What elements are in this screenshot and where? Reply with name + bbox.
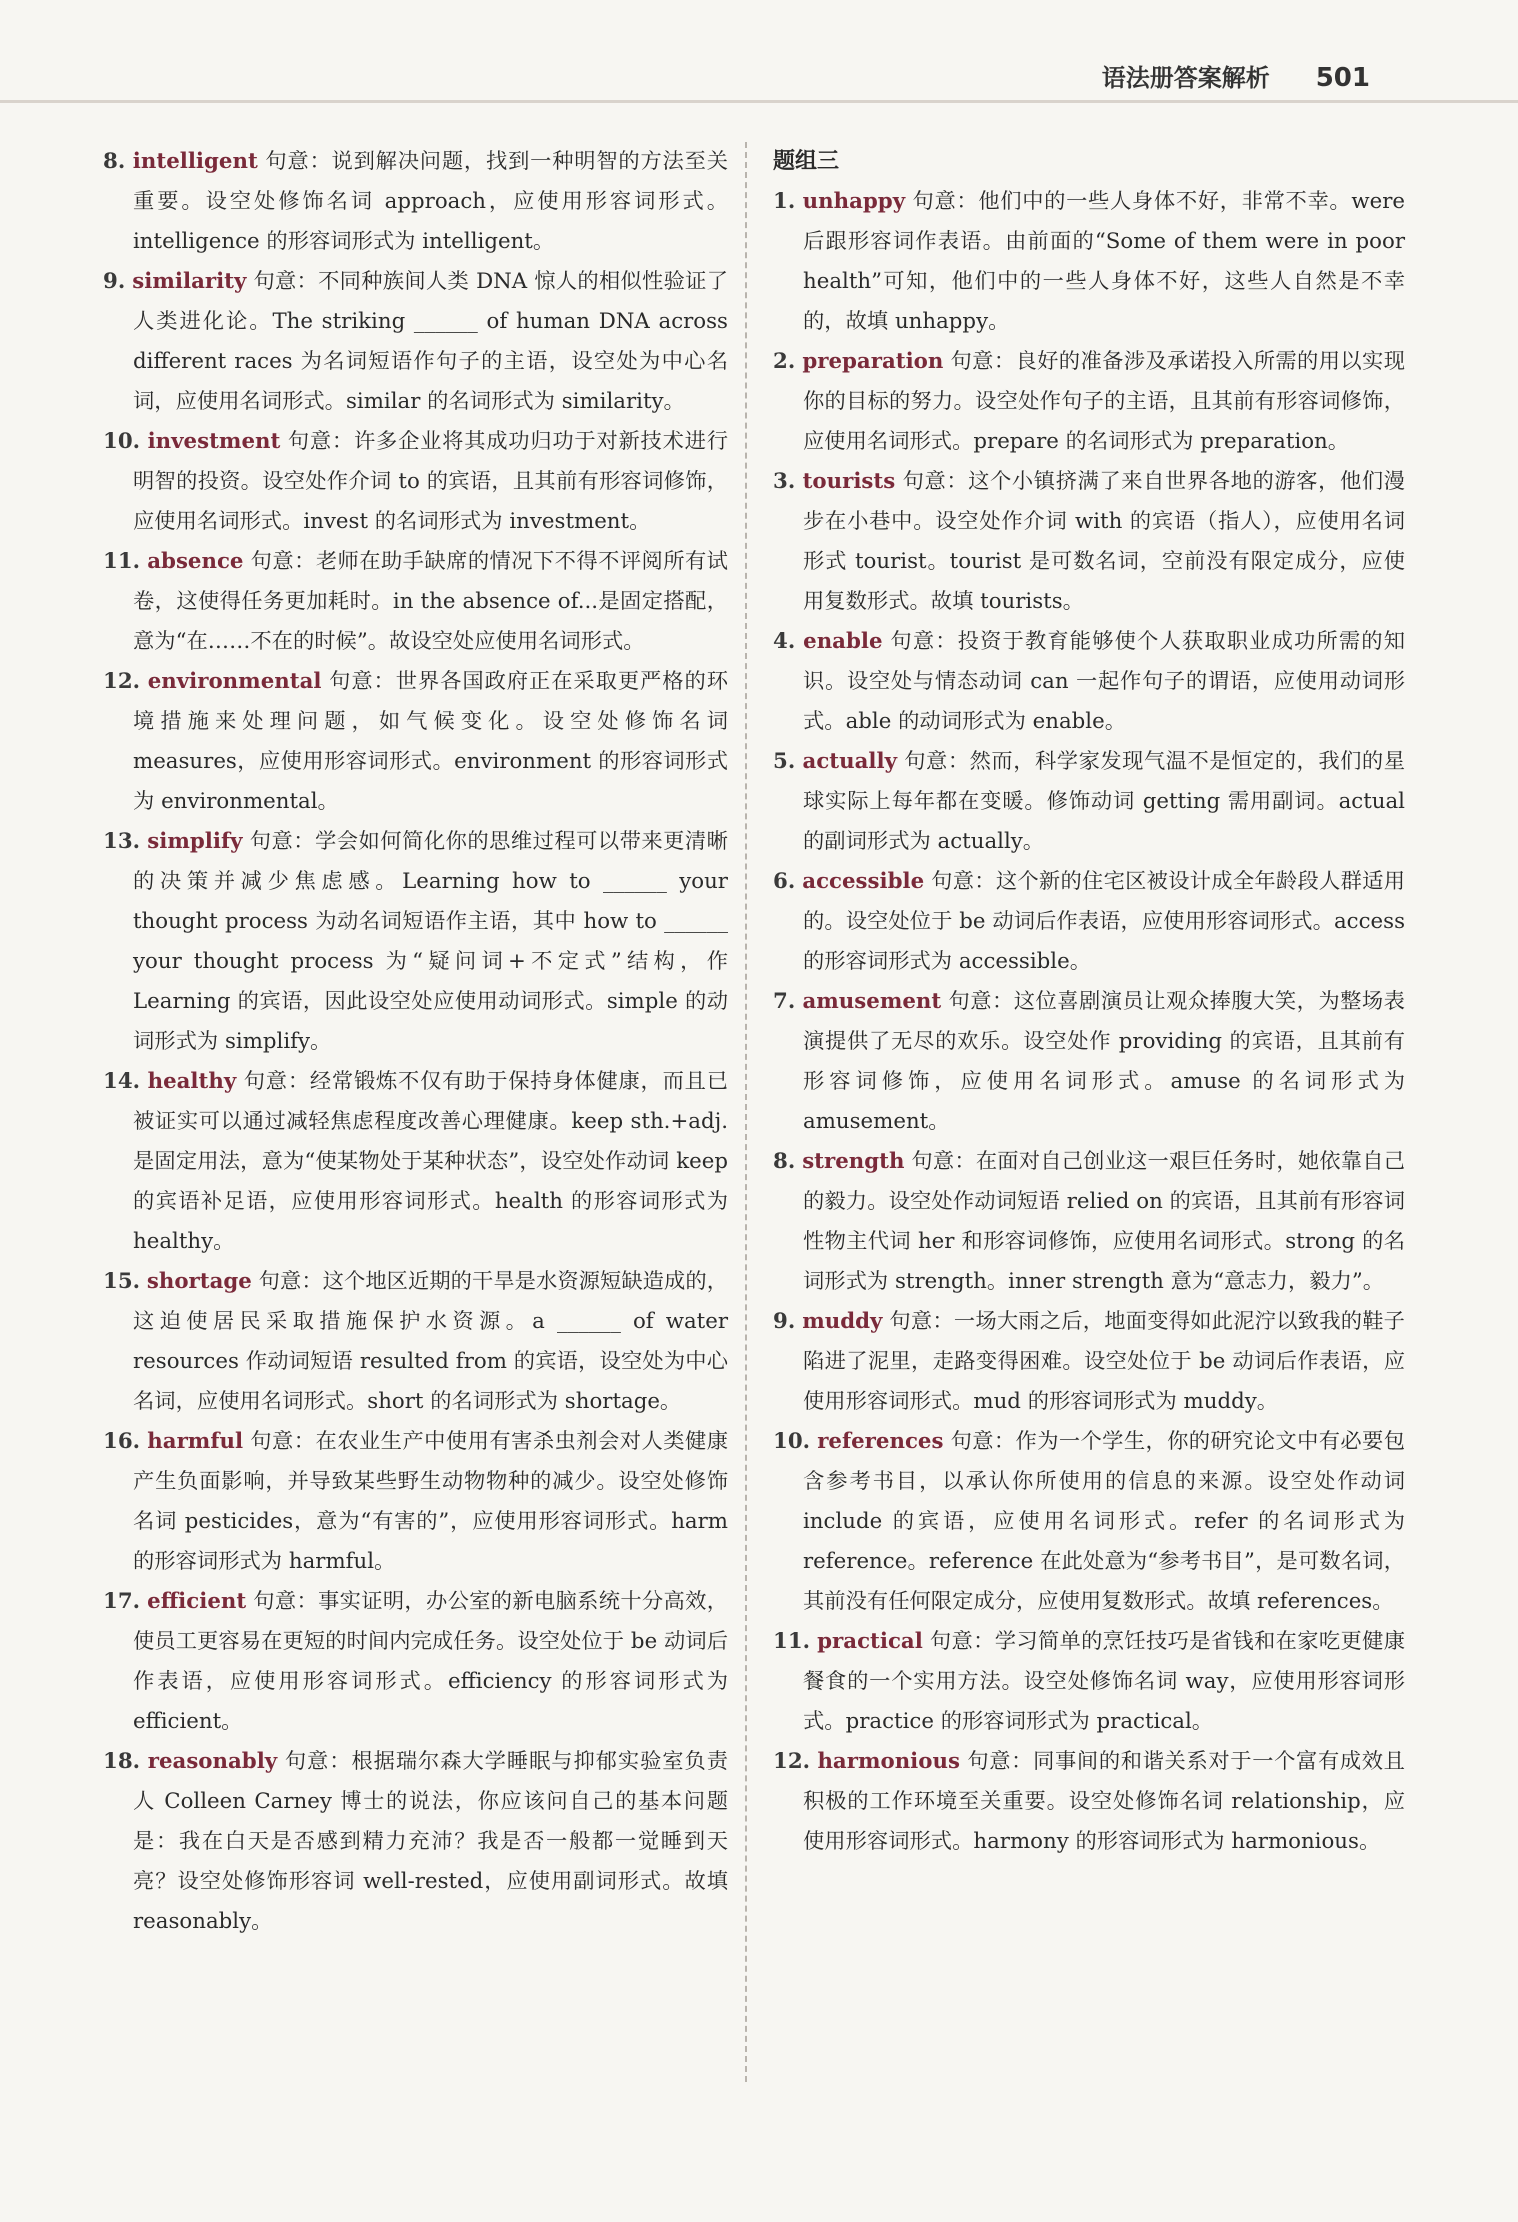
item-explanation: 句意：老师在助手缺席的情况下不得不评阅所有试卷，这使得任务更加耗时。in the absence of...是固定搭配，意为“在……不在的时候”。故设空处应使用名词形式。 <box>133 549 728 654</box>
answer-item <box>103 542 728 662</box>
answer-item <box>773 1422 1405 1622</box>
item-number: 15. <box>103 1269 141 1294</box>
answer-word: harmful <box>147 1429 244 1454</box>
answer-item <box>773 462 1405 622</box>
item-number: 4. <box>773 629 796 654</box>
item-explanation: 句意：经常锻炼不仅有助于保持身体健康，而且已被证实可以通过减轻焦虑程度改善心理健康。keep sth.+adj.是固定用法，意为“使某物处于某种状态”，设空处作动词 keep 的宾语补足语，应使用形容词形式。health 的形容词形式为 healthy。 <box>133 1069 728 1254</box>
answer-word: similarity <box>132 269 247 294</box>
item-explanation: 句意：事实证明，办公室的新电脑系统十分高效，使员工更容易在更短的时间内完成任务。设空处位于 be 动词后作表语，应使用形容词形式。efficiency 的形容词形式为 efficient。 <box>133 1589 728 1734</box>
answer-word: practical <box>817 1629 923 1654</box>
answer-item <box>103 1742 728 1942</box>
item-number: 11. <box>103 549 141 574</box>
item-explanation: 句意：学习简单的烹饪技巧是省钱和在家吃更健康餐食的一个实用方法。设空处修饰名词 way，应使用形容词形式。practice 的形容词形式为 practical。 <box>803 1629 1405 1734</box>
item-number: 11. <box>773 1629 811 1654</box>
item-number: 10. <box>773 1429 811 1454</box>
answer-item <box>103 1262 728 1422</box>
answer-word: intelligent <box>132 149 258 174</box>
answer-item <box>773 1622 1405 1742</box>
answer-word: healthy <box>147 1069 237 1094</box>
answer-item <box>103 662 728 822</box>
item-explanation: 句意：同事间的和谐关系对于一个富有成效且积极的工作环境至关重要。设空处修饰名词 relationship，应使用形容词形式。harmony 的形容词形式为 harmonious。 <box>803 1749 1405 1854</box>
item-number: 2. <box>773 349 796 374</box>
answer-item <box>773 1742 1405 1862</box>
answer-item <box>103 422 728 542</box>
answer-word: harmonious <box>817 1749 960 1774</box>
item-explanation: 句意：这位喜剧演员让观众捧腹大笑，为整场表演提供了无尽的欢乐。设空处作 providing 的宾语，且其前有形容词修饰，应使用名词形式。amuse 的名词形式为 amusement。 <box>803 989 1405 1134</box>
answer-item <box>103 1582 728 1742</box>
item-number: 6. <box>773 869 796 894</box>
item-number: 12. <box>773 1749 811 1774</box>
group-title: 题组三 <box>773 149 840 174</box>
answer-item <box>773 862 1405 982</box>
item-explanation: 句意：这个地区近期的干旱是水资源短缺造成的，这迫使居民采取措施保护水资源。a ______ of water resources 作动词短语 resulted from 的宾语，设空处为中心名词，应使用名词形式。short 的名词形式为 shortage。 <box>133 1269 728 1414</box>
item-number: 8. <box>773 1149 796 1174</box>
item-explanation: 句意：不同种族间人类 DNA 惊人的相似性验证了人类进化论。The striking ______ of human DNA across different races 为名词短语作句子的主语，设空处为中心名词，应使用名词形式。similar 的名词形式为 similarity。 <box>133 269 728 414</box>
item-explanation: 句意：这个小镇挤满了来自世界各地的游客，他们漫步在小巷中。设空处作介词 with 的宾语（指人），应使用名词形式 tourist。tourist 是可数名词，空前没有限定成分，应使用复数形式。故填 tourists。 <box>803 469 1405 614</box>
item-explanation: 句意：作为一个学生，你的研究论文中有必要包含参考书目，以承认你所使用的信息的来源。设空处作动词 include 的宾语，应使用名词形式。refer 的名词形式为 reference。reference 在此处意为“参考书目”，是可数名词，其前没有任何限定成分，应使用复数形式。故填 references。 <box>803 1429 1405 1614</box>
answer-word: strength <box>802 1149 905 1174</box>
item-number: 13. <box>103 829 141 854</box>
item-number: 9. <box>103 269 126 294</box>
answer-word: accessible <box>802 869 925 894</box>
answer-word: actually <box>802 749 897 774</box>
header-rule <box>0 100 1518 103</box>
answer-word: unhappy <box>802 189 906 214</box>
item-explanation: 句意：学会如何简化你的思维过程可以带来更清晰的决策并减少焦虑感。Learning how to ______ your thought process 为动名词短语作主语，其中 how to ______ your thought process 为“疑问词+不定式”结构，作 Learning 的宾语，因此设空处应使用动词形式。simple 的动词形式为 simplify。 <box>133 829 728 1054</box>
answer-item <box>103 822 728 1062</box>
answer-word: amusement <box>802 989 942 1014</box>
answer-word: tourists <box>802 469 896 494</box>
item-number: 1. <box>773 189 796 214</box>
answer-word: reasonably <box>147 1749 278 1774</box>
item-explanation: 句意：良好的准备涉及承诺投入所需的用以实现你的目标的努力。设空处作句子的主语，且其前有形容词修饰，应使用名词形式。prepare 的名词形式为 preparation。 <box>803 349 1405 454</box>
item-number: 8. <box>103 149 126 174</box>
item-explanation: 句意：投资于教育能够使个人获取职业成功所需的知识。设空处与情态动词 can 一起作句子的谓语，应使用动词形式。able 的动词形式为 enable。 <box>803 629 1405 734</box>
column-divider <box>745 142 747 2082</box>
item-number: 12. <box>103 669 141 694</box>
answer-item <box>103 262 728 422</box>
answer-item <box>773 982 1405 1142</box>
item-explanation: 句意：在面对自己创业这一艰巨任务时，她依靠自己的毅力。设空处作动词短语 relied on 的宾语，且其前有形容词性物主代词 her 和形容词修饰，应使用名词形式。strong 的名词形式为 strength。inner strength 意为“意志力，毅力”。 <box>803 1149 1405 1294</box>
answer-word: shortage <box>146 1269 252 1294</box>
answer-item <box>773 622 1405 742</box>
answer-item <box>103 142 728 262</box>
item-explanation: 句意：世界各国政府正在采取更严格的环境措施来处理问题，如气候变化。设空处修饰名词 measures，应使用形容词形式。environment 的形容词形式为 environmental。 <box>133 669 728 814</box>
item-number: 9. <box>773 1309 796 1334</box>
item-explanation: 句意：说到解决问题，找到一种明智的方法至关重要。设空处修饰名词 approach，应使用形容词形式。intelligence 的形容词形式为 intelligent。 <box>133 149 728 254</box>
item-explanation: 句意：在农业生产中使用有害杀虫剂会对人类健康产生负面影响，并导致某些野生动物物种的减少。设空处修饰名词 pesticides，意为“有害的”，应使用形容词形式。harm 的形容词形式为 harmful。 <box>133 1429 728 1574</box>
answer-item <box>773 1302 1405 1422</box>
page-header <box>1102 58 1370 93</box>
item-number: 5. <box>773 749 796 774</box>
answer-word: references <box>817 1429 944 1454</box>
item-explanation: 句意：许多企业将其成功归功于对新技术进行明智的投资。设空处作介词 to 的宾语，且其前有形容词修饰，应使用名词形式。invest 的名词形式为 investment。 <box>133 429 728 534</box>
answer-word: simplify <box>147 829 243 854</box>
answer-word: absence <box>147 549 244 574</box>
item-explanation: 句意：根据瑞尔森大学睡眠与抑郁实验室负责人 Colleen Carney 博士的说法，你应该问自己的基本问题是：我在白天是否感到精力充沛？我是否一般都一觉睡到天亮？设空处修饰形容词 well-rested，应使用副词形式。故填 reasonably。 <box>133 1749 728 1934</box>
answer-word: muddy <box>802 1309 883 1334</box>
answer-word: preparation <box>802 349 944 374</box>
answer-item <box>773 742 1405 862</box>
section-title: 语法册答案解析 <box>1101 64 1270 92</box>
page-number: 501 <box>1315 63 1370 93</box>
item-number: 14. <box>103 1069 141 1094</box>
item-number: 7. <box>773 989 796 1014</box>
answer-item <box>773 342 1405 462</box>
item-number: 18. <box>103 1749 141 1774</box>
item-explanation: 句意：这个新的住宅区被设计成全年龄段人群适用的。设空处位于 be 动词后作表语，应使用形容词形式。access 的形容词形式为 accessible。 <box>803 869 1405 974</box>
item-number: 3. <box>773 469 796 494</box>
item-explanation: 句意：他们中的一些人身体不好，非常不幸。were 后跟形容词作表语。由前面的“Some of them were in poor health”可知，他们中的一些人身体不好，这些人自然是不幸的，故填 unhappy。 <box>803 189 1405 334</box>
answer-item <box>773 1142 1405 1302</box>
item-explanation: 句意：一场大雨之后，地面变得如此泥泞以致我的鞋子陷进了泥里，走路变得困难。设空处位于 be 动词后作表语，应使用形容词形式。mud 的形容词形式为 muddy。 <box>803 1309 1405 1414</box>
left-column <box>103 142 728 1942</box>
answer-word: efficient <box>147 1589 247 1614</box>
answer-item <box>773 182 1405 342</box>
item-explanation: 句意：然而，科学家发现气温不是恒定的，我们的星球实际上每年都在变暖。修饰动词 getting 需用副词。actual 的副词形式为 actually。 <box>803 749 1405 854</box>
right-column <box>773 142 1405 1862</box>
item-number: 10. <box>103 429 141 454</box>
item-number: 16. <box>103 1429 141 1454</box>
answer-word: enable <box>803 629 883 654</box>
answer-word: investment <box>147 429 281 454</box>
item-number: 17. <box>103 1589 141 1614</box>
answer-item <box>103 1062 728 1262</box>
answer-word: environmental <box>147 669 322 694</box>
answer-item <box>103 1422 728 1582</box>
